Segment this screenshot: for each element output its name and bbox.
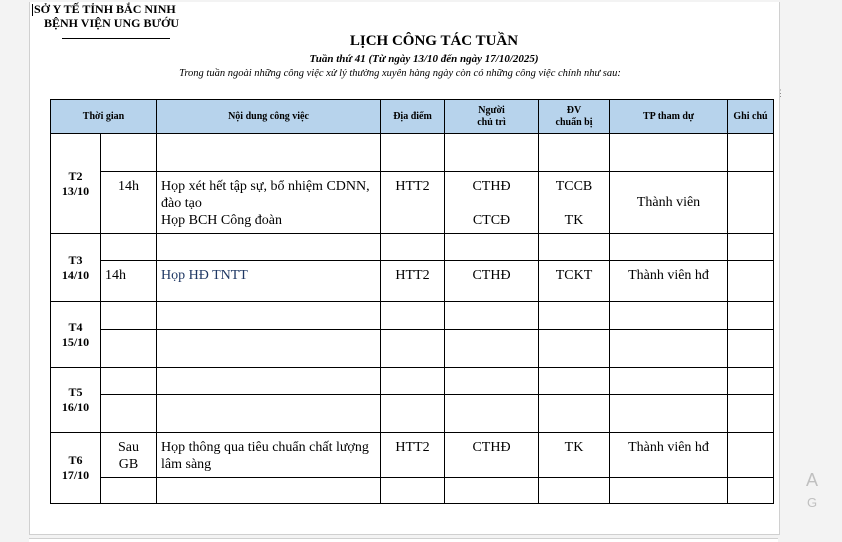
- header-location: Địa điểm: [381, 100, 445, 134]
- document-title: LỊCH CÔNG TÁC TUẦN: [349, 33, 519, 49]
- event-unit: TK: [539, 433, 610, 478]
- event-content: [157, 172, 381, 234]
- day-label: T2: [68, 168, 83, 183]
- table-row: [51, 368, 774, 395]
- event-unit-1: TCCB: [555, 179, 593, 194]
- day-date: 15/10: [61, 334, 90, 349]
- header-host-line-1: Người: [478, 104, 505, 116]
- table-row: [51, 433, 774, 478]
- table-row: [51, 478, 774, 504]
- day-label: T6: [68, 453, 83, 467]
- edge-letter-g: G: [807, 495, 818, 510]
- day-label: T3: [68, 252, 83, 267]
- document-intro: Trong tuần ngoài những công việc xử lý thường xuyên hàng ngày còn có những công việc chính như sau:: [179, 68, 621, 79]
- event-location: HTT2: [381, 433, 445, 478]
- event-unit-2: TK: [564, 213, 584, 228]
- table-row: [51, 395, 774, 433]
- day-label: T4: [68, 319, 83, 334]
- header-participants: TP tham dự: [610, 100, 728, 134]
- header-unit-line-1: ĐV: [566, 104, 582, 116]
- event-host: CTHĐ: [445, 261, 539, 302]
- event-content-line-2: Họp BCH Công đoàn: [161, 213, 282, 228]
- text-cursor: [32, 4, 33, 16]
- event-time: 14h: [101, 261, 157, 302]
- table-row: [51, 302, 774, 330]
- event-participants: Thành viên hđ: [610, 433, 728, 478]
- event-host: CTHĐ: [445, 433, 539, 478]
- day-label: T5: [68, 385, 83, 399]
- header-content: Nội dung công việc: [157, 100, 381, 134]
- table-row: [51, 134, 774, 172]
- day-cell-t6: [51, 433, 101, 504]
- event-time: [101, 433, 157, 478]
- org-line-2: BỆNH VIỆN UNG BƯỚU: [44, 16, 180, 30]
- event-unit: [539, 172, 610, 234]
- day-date: 17/10: [61, 468, 90, 482]
- next-page-edge: [29, 538, 778, 542]
- day-date: 14/10: [61, 267, 90, 282]
- event-time: 14h: [101, 172, 157, 234]
- page-marker: ⋮: [776, 88, 785, 98]
- event-time-line-2: GB: [118, 457, 139, 472]
- header-unit: [539, 100, 610, 134]
- event-location: HTT2: [381, 261, 445, 302]
- table-row: [51, 330, 774, 368]
- event-time-line-1: Sau: [118, 440, 139, 455]
- edge-letter-a: A: [806, 470, 819, 490]
- day-cell-t3: [51, 234, 101, 302]
- header-host: [445, 100, 539, 134]
- schedule-table: [50, 99, 774, 504]
- event-host-1: CTHĐ: [472, 179, 511, 194]
- event-content: Họp HĐ TNTT: [157, 261, 381, 302]
- event-participants: Thành viên: [610, 172, 728, 234]
- header-unit-line-2: chuẩn bị: [555, 116, 593, 128]
- document-subtitle: Tuần thứ 41 (Từ ngày 13/10 đến ngày 17/10/2025): [309, 53, 539, 65]
- day-cell-t2: [51, 134, 101, 234]
- event-location: HTT2: [381, 172, 445, 234]
- table-row: [51, 172, 774, 234]
- event-unit: TCKT: [539, 261, 610, 302]
- day-date: 13/10: [61, 183, 90, 198]
- event-host: [445, 172, 539, 234]
- header-row: [51, 100, 774, 134]
- event-content-line-1: Họp xét hết tập sự, bổ nhiệm CDNN, đào tạo: [161, 179, 370, 211]
- event-content: Họp thông qua tiêu chuẩn chất lượng lâm sàng: [157, 433, 381, 478]
- day-cell-t4: [51, 302, 101, 368]
- header-notes: Ghi chú: [728, 100, 774, 134]
- org-line-1: SỞ Y TẾ TỈNH BẮC NINH: [34, 2, 176, 16]
- table-row: [51, 234, 774, 261]
- day-date: 16/10: [61, 400, 90, 414]
- event-participants: Thành viên hđ: [610, 261, 728, 302]
- day-cell-t5: [51, 368, 101, 433]
- table-row: [51, 261, 774, 302]
- event-host-2: CTCĐ: [472, 213, 511, 228]
- header-host-line-2: chủ trì: [477, 116, 506, 128]
- header-time: Thời gian: [51, 100, 157, 134]
